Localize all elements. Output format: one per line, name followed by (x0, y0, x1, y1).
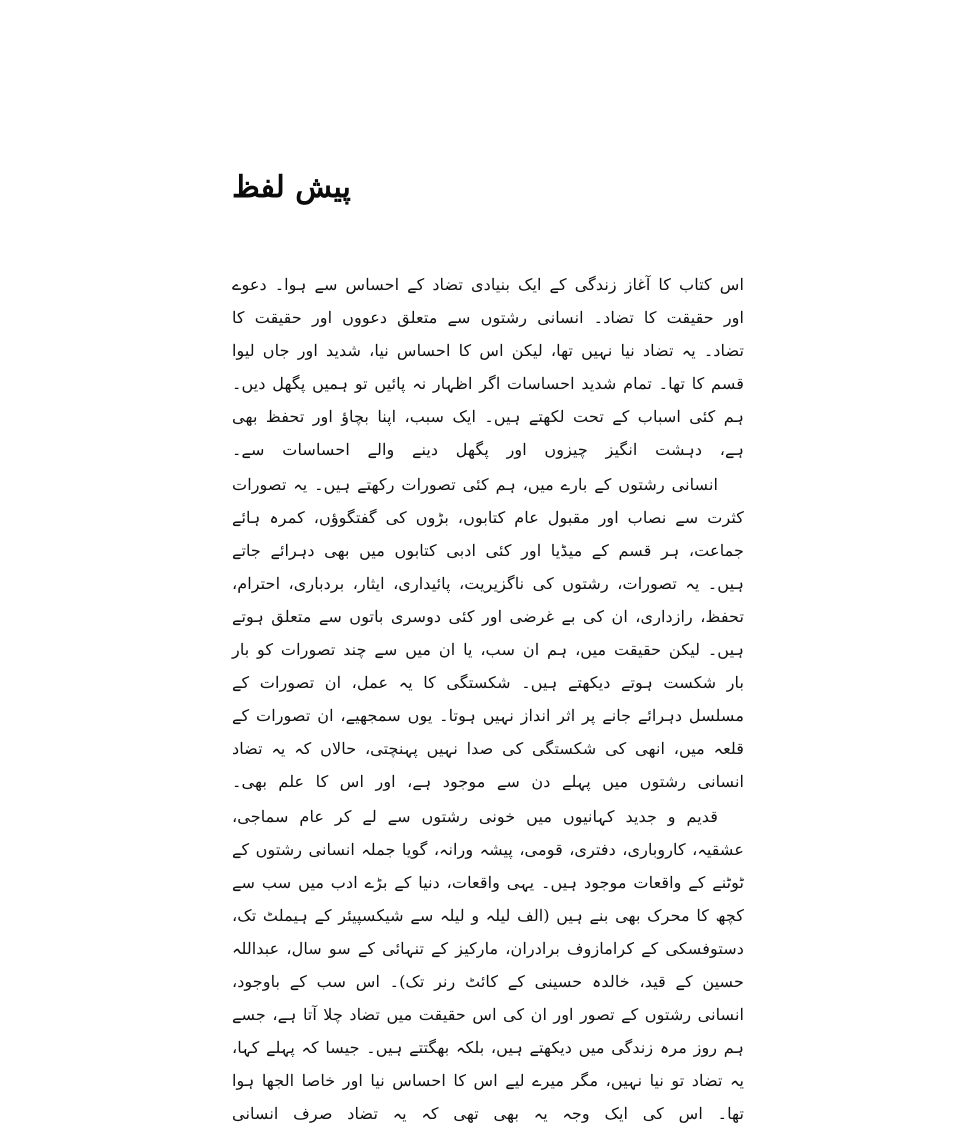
paragraph-1: اس کتاب کا آغاز زندگی کے ایک بنیادی تضاد کے احساس سے ہوا۔ دعوے اور حقیقت کا تضاد۔ انسانی رشتوں سے متعلق دعووں اور حقیقت کا تضاد۔ یہ تضاد نیا نہیں تھا، لیکن اس کا احساس نیا، شدید اور جاں لیوا قسم کا تھا۔ تمام شدید احساسات اگر اظہار نہ پائیں تو ہمیں پگھل دیں۔ ہم کئی اسباب کے تحت لکھتے ہیں۔ ایک سبب، اپنا بچاؤ اور تحفظ بھی ہے، دہشت انگیز چیزوں اور پگھل دینے والے احساسات سے۔ (232, 275, 744, 459)
paragraph-2: انسانی رشتوں کے بارے میں، ہم کئی تصورات رکھتے ہیں۔ یہ تصورات کثرت سے نصاب اور مقبول عام کتابوں، بڑوں کی گفتگوؤں، کمرہ ہائے جماعت، ہر قسم کے میڈیا اور کئی ادبی کتابوں میں بھی دہرائے جاتے ہیں۔ یہ تصورات، رشتوں کی ناگزیریت، پائیداری، ایثار، بردباری، احترام، تحفظ، رازداری، ان کی بے غرضی اور کئی دوسری باتوں سے متعلق ہوتے ہیں۔ لیکن حقیقت میں، ہم ان سب، یا ان میں سے چند تصورات کو بار بار شکست ہوتے دیکھتے ہیں۔ شکستگی کا یہ عمل، ان تصورات کے مسلسل دہرائے جانے پر اثر انداز نہیں ہوتا۔ یوں سمجھیے، ان تصورات کے قلعہ میں، انھی کی شکستگی کی صدا نہیں پہنچتی، حالاں کہ یہ تضاد انسانی رشتوں میں پہلے دن سے موجود ہے، اور اس کا علم بھی۔ (232, 475, 744, 791)
page-content (232, 170, 744, 1132)
page-title: پیش لفظ (232, 170, 351, 205)
paragraph-3: قدیم و جدید کہانیوں میں خونی رشتوں سے لے کر عام سماجی، عشقیہ، کاروباری، دفتری، قومی، پیشہ ورانہ، گویا جملہ انسانی رشتوں کے ٹوٹنے کے واقعات موجود ہیں۔ یہی واقعات، دنیا کے بڑے ادب میں سب سے کچھ کا محرک بھی بنے ہیں (الف لیلہ و لیلہ سے شیکسپیئر کے ہیملٹ تک، دستوفسکی کے کرامازوف برادران، مارکیز کے تنہائی کے سو سال، عبداللہ حسین کے قید، خالدہ حسینی کے کائٹ رنر تک)۔ اس سب کے باوجود، انسانی رشتوں کے تصور اور ان کی اس حقیقت میں تضاد چلا آتا ہے، جسے ہم روز مرہ زندگی میں دیکھتے ہیں، بلکہ بھگتتے ہیں۔ جیسا کہ پہلے کہا، یہ تضاد تو نیا نہیں، مگر میرے لیے اس کا احساس نیا اور خاصا الجھا ہوا تھا۔ اس کی ایک وجہ یہ بھی تھی کہ یہ تضاد صرف انسانی (232, 807, 744, 1123)
